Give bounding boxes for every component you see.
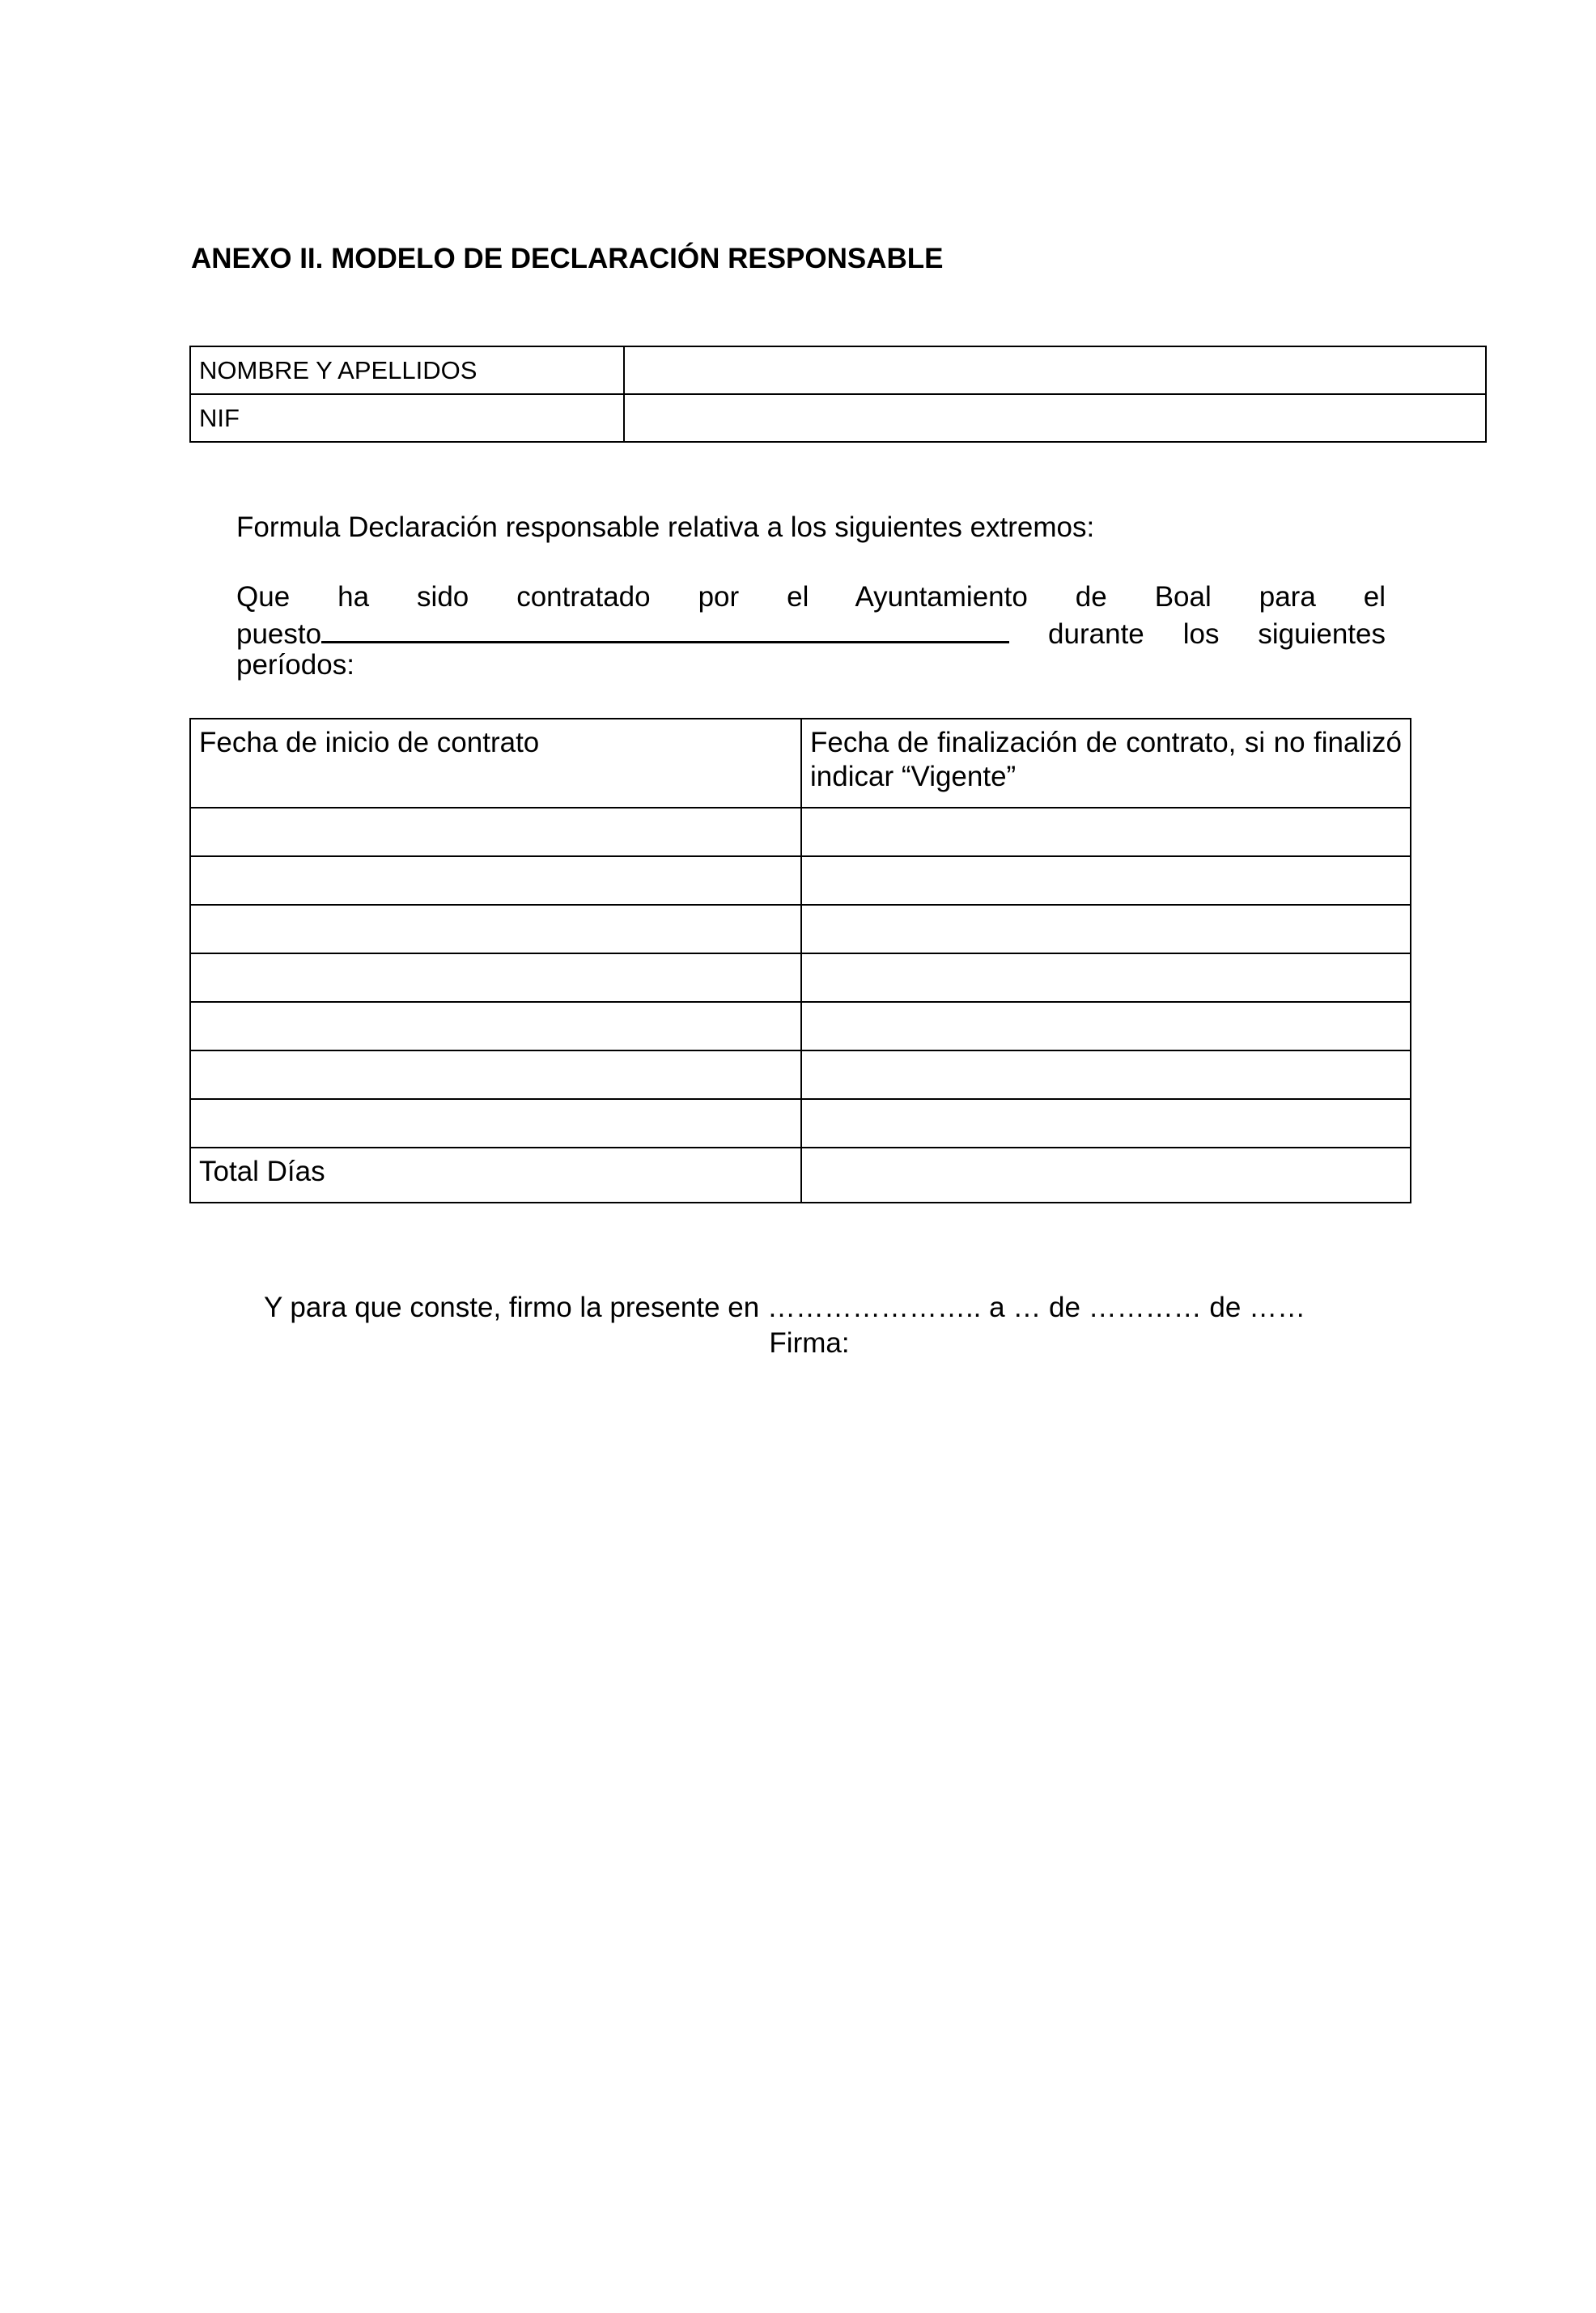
end-date-cell[interactable] xyxy=(801,953,1411,1002)
statement-line-2 xyxy=(236,614,1386,648)
end-date-cell[interactable] xyxy=(801,1099,1411,1148)
signature-label: Firma: xyxy=(769,1327,850,1359)
table-row xyxy=(190,346,1486,394)
closing-text: Y para que conste, firmo la presente en ………………….. a … de ………… de …… xyxy=(264,1292,1306,1323)
puesto-label: puesto xyxy=(236,618,322,650)
start-date-cell[interactable] xyxy=(190,1099,801,1148)
table-row xyxy=(190,1002,1411,1050)
start-date-cell[interactable] xyxy=(190,1002,801,1050)
nif-label: NIF xyxy=(190,394,624,442)
name-label: NOMBRE Y APELLIDOS xyxy=(190,346,624,394)
statement-line-2-end: durante los siguientes xyxy=(1048,618,1386,650)
statement-line-3: períodos: xyxy=(236,649,354,681)
identity-table xyxy=(189,346,1487,443)
statement-paragraph xyxy=(236,580,1386,682)
table-header-row xyxy=(190,719,1411,808)
name-field[interactable] xyxy=(624,346,1486,394)
end-date-header: Fecha de finalización de contrato, si no finalizó indicar “Vigente” xyxy=(801,719,1411,808)
statement-line-1: Que ha sido contratado por el Ayuntamiento de Boal para el xyxy=(236,581,1386,613)
end-date-cell[interactable] xyxy=(801,1002,1411,1050)
end-date-cell[interactable] xyxy=(801,905,1411,953)
table-row xyxy=(190,856,1411,905)
periods-table xyxy=(189,718,1411,1203)
table-row xyxy=(190,808,1411,856)
total-days-cell[interactable] xyxy=(801,1148,1411,1203)
document-heading: ANEXO II. MODELO DE DECLARACIÓN RESPONSABLE xyxy=(191,243,944,274)
table-row xyxy=(190,953,1411,1002)
start-date-cell[interactable] xyxy=(190,1050,801,1099)
start-date-cell[interactable] xyxy=(190,856,801,905)
table-row xyxy=(190,905,1411,953)
end-date-cell[interactable] xyxy=(801,856,1411,905)
start-date-header: Fecha de inicio de contrato xyxy=(190,719,801,808)
table-row xyxy=(190,394,1486,442)
table-row xyxy=(190,1099,1411,1148)
start-date-cell[interactable] xyxy=(190,905,801,953)
puesto-blank-line[interactable] xyxy=(321,614,1009,643)
start-date-cell[interactable] xyxy=(190,953,801,1002)
nif-field[interactable] xyxy=(624,394,1486,442)
total-days-label: Total Días xyxy=(190,1148,801,1203)
total-row xyxy=(190,1148,1411,1203)
start-date-cell[interactable] xyxy=(190,808,801,856)
intro-text: Formula Declaración responsable relativa a los siguientes extremos: xyxy=(236,511,1095,543)
end-date-cell[interactable] xyxy=(801,808,1411,856)
end-date-cell[interactable] xyxy=(801,1050,1411,1099)
table-row xyxy=(190,1050,1411,1099)
